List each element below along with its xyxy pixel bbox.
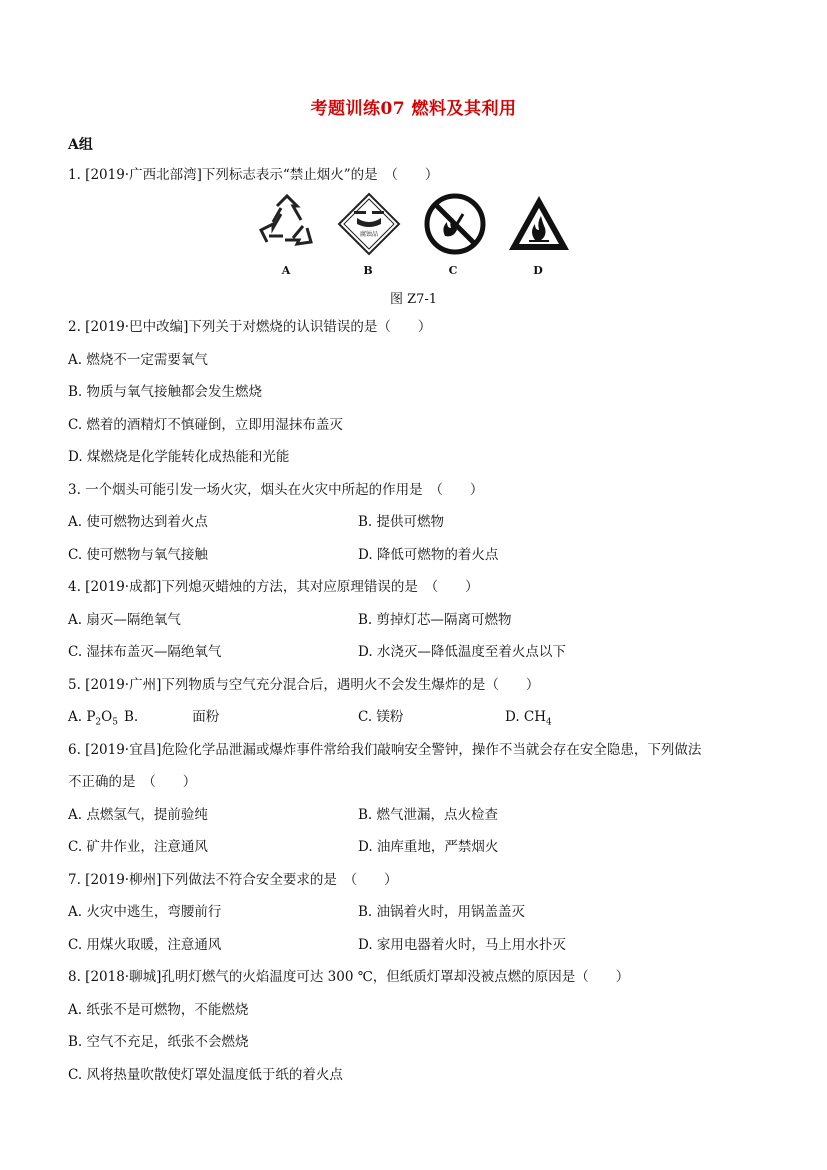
figure-caption: 图 Z7-1 xyxy=(389,292,438,307)
section-heading: A组 xyxy=(68,137,93,153)
question-3-option-b: B. 提供可燃物 xyxy=(358,514,445,530)
question-6-stem-line-1: 6. [2019·宜昌]危险化学品泄漏或爆炸事件常给我们敲响安全警钟，操作不当就会存在安全隐患，下列做法 xyxy=(68,742,702,758)
question-8-option-c: C. 风将热量吹散使灯罩处温度低于纸的着火点 xyxy=(68,1067,343,1083)
question-7-option-b: B. 油锅着火时，用锅盖盖灭 xyxy=(358,904,526,920)
question-2-option-c: C. 燃着的酒精灯不慎碰倒，立即用湿抹布盖灭 xyxy=(68,417,343,433)
question-7-option-c: C. 用煤火取暖，注意通风 xyxy=(68,937,222,953)
question-4-option-a: A. 扇灭—隔绝氧气 xyxy=(68,612,181,628)
question-5-stem: 5. [2019·广州]下列物质与空气充分混合后，遇明火不会发生爆炸的是（ ） xyxy=(68,677,540,693)
question-6-option-c: C. 矿井作业，注意通风 xyxy=(68,839,208,855)
question-4-stem: 4. [2019·成都]下列熄灭蜡烛的方法，其对应原理错误的是 （ ） xyxy=(68,579,479,595)
question-5-option-c: C. 镁粉 xyxy=(358,709,404,725)
figure-z7-1 xyxy=(253,192,573,264)
question-3-option-c: C. 使可燃物与氧气接触 xyxy=(68,547,208,563)
question-2-stem: 2. [2019·巴中改编]下列关于对燃烧的认识错误的是（ ） xyxy=(68,319,432,335)
flammable-warning-icon xyxy=(507,192,571,256)
question-7-option-d: D. 家用电器着火时，马上用水扑灭 xyxy=(358,937,566,953)
question-6-option-d: D. 油库重地，严禁烟火 xyxy=(358,839,499,855)
no-fire-icon xyxy=(423,192,487,256)
question-6-option-a: A. 点燃氢气，提前验纯 xyxy=(68,807,208,823)
sign-b-text: 腐蚀品 xyxy=(359,231,379,238)
corrosive-hazard-icon xyxy=(337,192,401,256)
question-4-option-d: D. 水浇灭—降低温度至着火点以下 xyxy=(358,644,566,660)
question-3-option-a: A. 使可燃物达到着火点 xyxy=(68,514,208,530)
question-5-option-d: D. $CH_4$ xyxy=(505,709,552,728)
question-2-option-d: D. 煤燃烧是化学能转化成热能和光能 xyxy=(68,449,290,465)
question-2-option-b: B. 物质与氧气接触都会发生燃烧 xyxy=(68,384,263,400)
question-3-option-d: D. 降低可燃物的着火点 xyxy=(358,547,499,563)
question-7-stem: 7. [2019·柳州]下列做法不符合安全要求的是 （ ） xyxy=(68,872,398,888)
figure-label-a: A xyxy=(281,264,291,277)
page-title: 考题训练07 燃料及其利用 xyxy=(310,99,517,119)
question-3-stem: 3. 一个烟头可能引发一场火灾，烟头在火灾中所起的作用是 （ ） xyxy=(68,482,484,498)
question-2-option-a: A. 燃烧不一定需要氧气 xyxy=(68,352,208,368)
question-6-option-b: B. 燃气泄漏，点火检查 xyxy=(358,807,499,823)
question-5-option-b: B. 面粉 xyxy=(124,709,220,725)
recycle-icon xyxy=(255,192,319,256)
figure-label-b: B xyxy=(363,264,373,277)
question-8-option-b: B. 空气不充足，纸张不会燃烧 xyxy=(68,1034,249,1050)
question-1-stem: 1. [2019·广西北部湾]下列标志表示“禁止烟火”的是 （ ） xyxy=(68,167,439,183)
question-5-option-a: A. $P_2O_5$ xyxy=(68,709,118,728)
question-4-option-b: B. 剪掉灯芯—隔离可燃物 xyxy=(358,612,512,628)
figure-label-d: D xyxy=(533,264,543,277)
question-7-option-a: A. 火灾中逃生，弯腰前行 xyxy=(68,904,222,920)
question-6-stem-line-2: 不正确的是 （ ） xyxy=(68,774,197,790)
figure-label-c: C xyxy=(448,264,458,277)
question-8-option-a: A. 纸张不是可燃物，不能燃烧 xyxy=(68,1002,249,1018)
question-8-stem: 8. [2018·聊城]孔明灯燃气的火焰温度可达 300 ℃，但纸质灯罩却没被点燃的原因是（ ） xyxy=(68,969,630,985)
question-4-option-c: C. 湿抹布盖灭—隔绝氧气 xyxy=(68,644,222,660)
